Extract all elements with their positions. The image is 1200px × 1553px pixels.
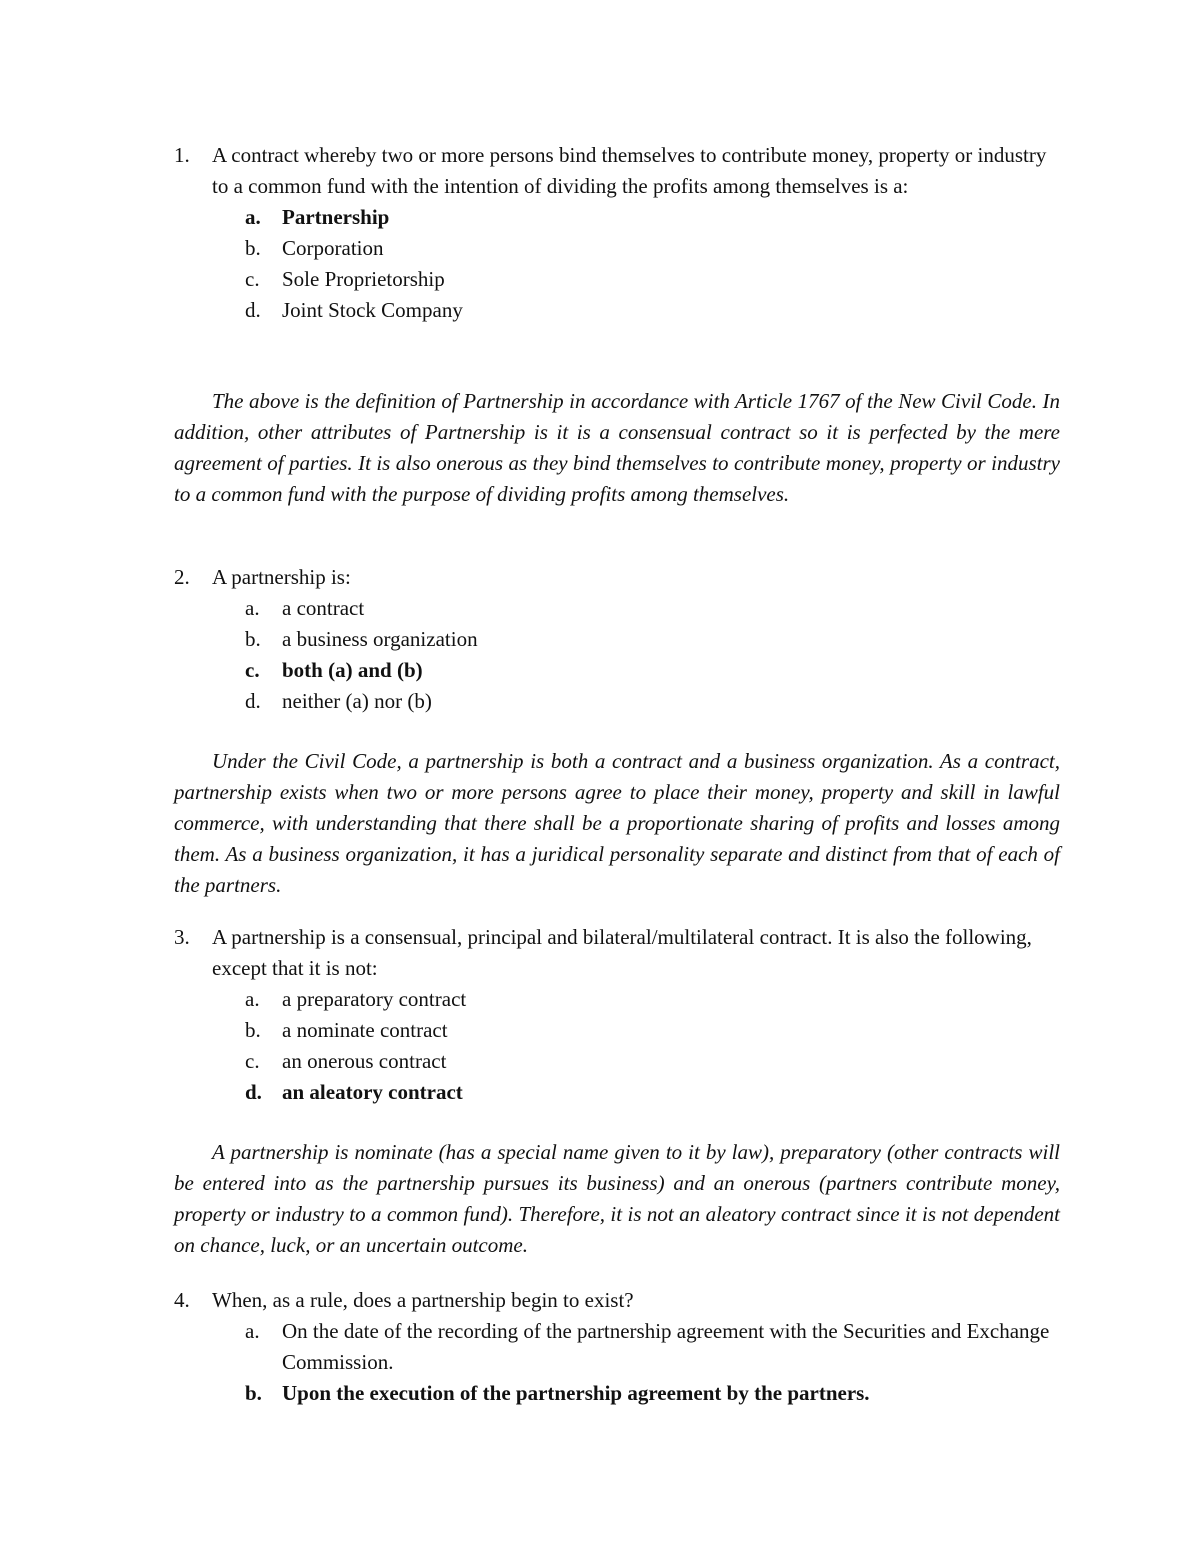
choice-text: Joint Stock Company xyxy=(282,298,463,322)
question-number: 3. xyxy=(174,925,190,949)
choice-a xyxy=(245,202,1064,233)
choice-a xyxy=(245,984,1064,1015)
question-number: 2. xyxy=(174,565,190,589)
choice-d xyxy=(245,686,1064,717)
choice-letter: d. xyxy=(245,1080,262,1104)
choice-a xyxy=(245,593,1064,624)
choice-list xyxy=(245,593,1064,717)
choice-b xyxy=(245,624,1064,655)
choice-letter: a. xyxy=(245,1319,260,1343)
choice-letter: c. xyxy=(245,658,260,682)
choice-letter: c. xyxy=(245,267,260,291)
choice-text: both (a) and (b) xyxy=(282,658,423,682)
choice-list xyxy=(245,202,1064,326)
choice-letter: b. xyxy=(245,627,261,651)
choice-d xyxy=(245,1077,1064,1108)
choice-letter: b. xyxy=(245,1381,262,1405)
choice-b xyxy=(245,1015,1064,1046)
choice-c xyxy=(245,655,1064,686)
question-number: 4. xyxy=(174,1288,190,1312)
question-3 xyxy=(174,922,1064,1108)
choice-d xyxy=(245,295,1064,326)
question-1 xyxy=(174,140,1064,326)
question-text: A partnership is a consensual, principal and bilateral/multilateral contract. It is also the following, except that it is not: xyxy=(212,925,1032,980)
choice-text: a business organization xyxy=(282,627,478,651)
question-text: A contract whereby two or more persons bind themselves to contribute money, property or industry to a common fund with the intention of dividing the profits among themselves is a: xyxy=(212,143,1047,198)
choice-text: a contract xyxy=(282,596,365,620)
question-stem xyxy=(174,140,1064,202)
question-stem xyxy=(174,562,1064,593)
question-stem xyxy=(174,922,1064,984)
question-text: A partnership is: xyxy=(212,565,351,589)
question-4 xyxy=(174,1285,1064,1409)
choice-letter: b. xyxy=(245,1018,261,1042)
choice-a xyxy=(245,1316,1064,1378)
choice-list xyxy=(245,1316,1064,1409)
choice-text: an aleatory contract xyxy=(282,1080,463,1104)
choice-text: a preparatory contract xyxy=(282,987,467,1011)
choice-text: On the date of the recording of the partnership agreement with the Securities and Exchange Commission. xyxy=(282,1319,1050,1374)
choice-text: Partnership xyxy=(282,205,390,229)
explanation-3: A partnership is nominate (has a special name given to it by law), preparatory (other contracts will be entered into as the partnership pursues its business) and an onerous (partners contribute money, property or industry to a common fund). Therefore, it is not an aleatory contract since it is not dependent on chance, luck, or an uncertain outcome. xyxy=(174,1140,1060,1257)
question-stem xyxy=(174,1285,1064,1316)
choice-letter: a. xyxy=(245,205,261,229)
choice-text: an onerous contract xyxy=(282,1049,447,1073)
choice-c xyxy=(245,1046,1064,1077)
choice-list xyxy=(245,984,1064,1108)
choice-text: Sole Proprietorship xyxy=(282,267,445,291)
choice-letter: d. xyxy=(245,298,261,322)
choice-c xyxy=(245,264,1064,295)
choice-letter: c. xyxy=(245,1049,260,1073)
question-number: 1. xyxy=(174,143,190,167)
choice-text: Upon the execution of the partnership agreement by the partners. xyxy=(282,1381,870,1405)
choice-text: neither (a) nor (b) xyxy=(282,689,432,713)
choice-letter: a. xyxy=(245,987,260,1011)
choice-letter: d. xyxy=(245,689,261,713)
choice-letter: b. xyxy=(245,236,261,260)
choice-text: a nominate contract xyxy=(282,1018,448,1042)
choice-b xyxy=(245,233,1064,264)
question-2 xyxy=(174,562,1064,717)
choice-letter: a. xyxy=(245,596,260,620)
choice-text: Corporation xyxy=(282,236,384,260)
choice-b xyxy=(245,1378,1064,1409)
explanation-2: Under the Civil Code, a partnership is both a contract and a business organization. As a contract, partnership exists when two or more persons agree to place their money, property and skill in lawful commerce, with understanding that there shall be a proportionate sharing of profits and losses among them. As a business organization, it has a juridical personality separate and distinct from that of each of the partners. xyxy=(174,749,1060,897)
question-text: When, as a rule, does a partnership begin to exist? xyxy=(212,1288,634,1312)
explanation-1: The above is the definition of Partnership in accordance with Article 1767 of the New Civil Code. In addition, other attributes of Partnership is it is a consensual contract so it is perfected by the mere agreement of parties. It is also onerous as they bind themselves to contribute money, property or industry to a common fund with the purpose of dividing profits among themselves. xyxy=(174,389,1060,506)
